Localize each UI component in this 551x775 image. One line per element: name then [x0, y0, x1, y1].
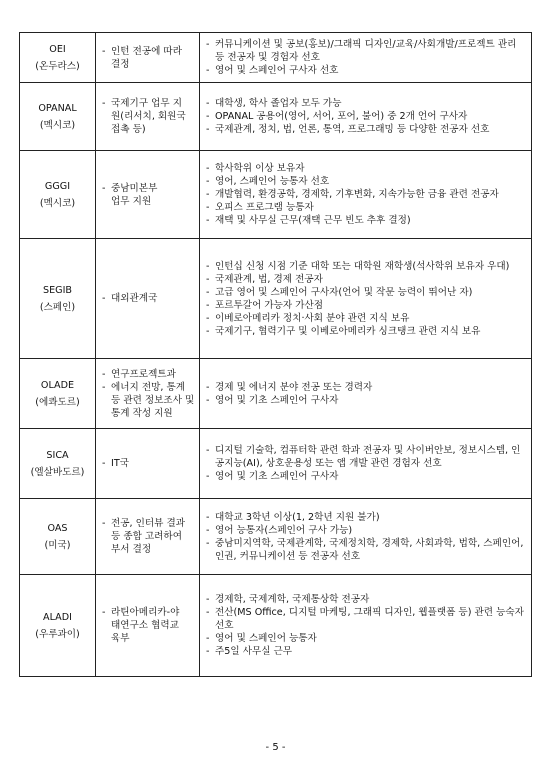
table-row: [20, 151, 532, 239]
qualification-item: - 영어 및 기초 스페인어 구사자: [206, 470, 527, 483]
org-name: OEI: [49, 43, 66, 55]
qualification-item: - 커뮤니케이션 및 공보(홍보)/그래픽 디자인/교육/사회개발/프로젝트 관리 등 전공자 및 경험자 선호: [206, 38, 527, 64]
role-item: - 대외관계국: [102, 292, 196, 305]
org-country: (온두라스): [35, 60, 80, 72]
role-cell: [96, 83, 200, 151]
qualifications-list: [200, 508, 531, 566]
qualification-item: - 디지털 기술학, 컴퓨터학 관련 학과 전공자 및 사이버안보, 정보시스템, 인공지능(AI), 상호운용성 또는 앱 개발 관련 경험자 선호: [206, 444, 527, 470]
table-row: [20, 359, 532, 429]
role-list: [96, 454, 199, 473]
page-number: - 5 -: [265, 742, 286, 753]
role-cell: [96, 239, 200, 359]
org-country: (엘살바도르): [30, 466, 85, 478]
qualification-item: - 국제관계, 법, 경제 전공자: [206, 273, 527, 286]
org-name: GGGI: [44, 180, 71, 192]
qualification-item: - 개발협력, 환경공학, 경제학, 기후변화, 지속가능한 금융 관련 전공자: [206, 188, 527, 201]
table-row: [20, 33, 532, 83]
qualifications-cell: [200, 33, 532, 83]
role-item: - 라틴아메리카-야태연구소 협력교육부: [102, 606, 186, 645]
qualifications-cell: [200, 429, 532, 499]
role-list: [96, 514, 197, 559]
role-list: [96, 42, 189, 74]
qualifications-cell: [200, 499, 532, 575]
role-cell: [96, 499, 200, 575]
org-cell: [20, 33, 96, 83]
qualification-item: - 포르투갈어 가능자 가산점: [206, 299, 527, 312]
qualification-item: - 인턴십 신청 시점 기준 대학 또는 대학원 재학생(석사학위 보유자 우대): [206, 260, 527, 273]
role-list: [96, 179, 165, 211]
qualification-item: - 경제학, 국제계학, 국제통상학 전공자: [206, 593, 527, 606]
role-item: - 연구프로젝트과: [102, 368, 196, 381]
org-name: SICA: [46, 449, 69, 461]
org-name: OLADE: [40, 379, 75, 391]
org-country: (멕시코): [39, 197, 76, 209]
role-list: [96, 289, 199, 308]
qualification-item: - 전산(MS Office, 디지털 마케팅, 그래픽 디자인, 웹플랫폼 등) 관련 능숙자 선호: [206, 606, 527, 632]
qualification-item: - 영어 및 스페인어 구사자 선호: [206, 64, 527, 77]
org-country: (스페인): [39, 301, 76, 313]
role-list: [96, 365, 199, 423]
org-cell: [20, 575, 96, 677]
qualification-item: - 영어 능통자(스페인어 구사 가능): [206, 524, 527, 537]
role-list: [96, 603, 189, 648]
role-item: - 중남미본부 업무 지원: [102, 182, 162, 208]
qualification-item: - 경제 및 에너지 분야 전공 또는 경력자: [206, 381, 527, 394]
qualification-item: - OPANAL 공용어(영어, 서어, 포어, 불어) 중 2개 언어 구사자: [206, 110, 527, 123]
role-item: - IT국: [102, 457, 196, 470]
org-cell: [20, 429, 96, 499]
qualification-item: - 재택 및 사무실 근무(재택 근무 빈도 추후 결정): [206, 214, 527, 227]
org-country: (우루과이): [35, 628, 80, 640]
role-cell: [96, 429, 200, 499]
qualification-item: - 국제관계, 정치, 법, 언론, 통역, 프로그래밍 등 다양한 전공자 선호: [206, 123, 527, 136]
org-cell: [20, 83, 96, 151]
qualification-item: - 학사학위 이상 보유자: [206, 162, 527, 175]
org-cell: [20, 359, 96, 429]
role-list: [96, 94, 193, 139]
role-item: - 에너지 전망, 통계 등 관련 정보조사 및 통계 작성 지원: [102, 381, 196, 420]
role-cell: [96, 575, 200, 677]
qualification-item: - 중남미지역학, 국제관계학, 국제정치학, 경제학, 사회과학, 법학, 스페인어, 인권, 커뮤니케이션 등 전공자 선호: [206, 537, 527, 563]
org-name: SEGIB: [43, 284, 72, 296]
qualification-item: - 영어, 스페인어 능통자 선호: [206, 175, 527, 188]
qualification-item: - 국제기구, 협력기구 및 이베로아메리카 싱크탱크 관련 지식 보유: [206, 325, 527, 338]
qualification-item: - 영어 및 스페인어 능통자: [206, 632, 527, 645]
org-name: ALADI: [43, 611, 72, 623]
qualification-item: - 대학교 3학년 이상(1, 2학년 지원 불가): [206, 511, 527, 524]
role-cell: [96, 33, 200, 83]
table-row: [20, 239, 532, 359]
role-item: - 전공, 인터뷰 결과 등 종합 고려하여 부서 결정: [102, 517, 194, 556]
table-row: [20, 575, 532, 677]
qualifications-list: [200, 441, 531, 486]
table-row: [20, 499, 532, 575]
qualifications-list: [200, 35, 531, 80]
qualification-item: - 주5일 사무실 근무: [206, 645, 527, 658]
qualifications-list: [200, 590, 531, 661]
role-cell: [96, 359, 200, 429]
role-item: - 국제기구 업무 지원(리서치, 회원국 접촉 등): [102, 97, 190, 136]
qualifications-list: [200, 378, 531, 410]
role-cell: [96, 151, 200, 239]
org-cell: [20, 499, 96, 575]
qualifications-cell: [200, 575, 532, 677]
role-item: - 인턴 전공에 따라 결정: [102, 45, 186, 71]
org-country: (에콰도르): [35, 396, 80, 408]
table-body: [20, 33, 532, 677]
qualification-item: - 영어 및 기초 스페인어 구사자: [206, 394, 527, 407]
table-row: [20, 429, 532, 499]
org-country: (멕시코): [39, 119, 76, 131]
qualification-item: - 이베로아메리카 정치·사회 분야 관련 지식 보유: [206, 312, 527, 325]
qualification-item: - 오피스 프로그램 능통자: [206, 201, 527, 214]
qualifications-cell: [200, 83, 532, 151]
qualification-item: - 고급 영어 및 스페인어 구사자(언어 및 작문 능력이 뛰어난 자): [206, 286, 527, 299]
qualifications-list: [200, 159, 531, 230]
qualifications-list: [200, 94, 531, 139]
qualifications-cell: [200, 151, 532, 239]
internship-table: [19, 32, 532, 677]
org-country: (미국): [44, 539, 71, 551]
table-row: [20, 83, 532, 151]
qualification-item: - 대학생, 학사 졸업자 모두 가능: [206, 97, 527, 110]
org-cell: [20, 151, 96, 239]
qualifications-cell: [200, 239, 532, 359]
org-name: OPANAL: [38, 102, 77, 114]
qualifications-cell: [200, 359, 532, 429]
qualifications-list: [200, 257, 531, 341]
org-cell: [20, 239, 96, 359]
org-name: OAS: [47, 522, 68, 534]
